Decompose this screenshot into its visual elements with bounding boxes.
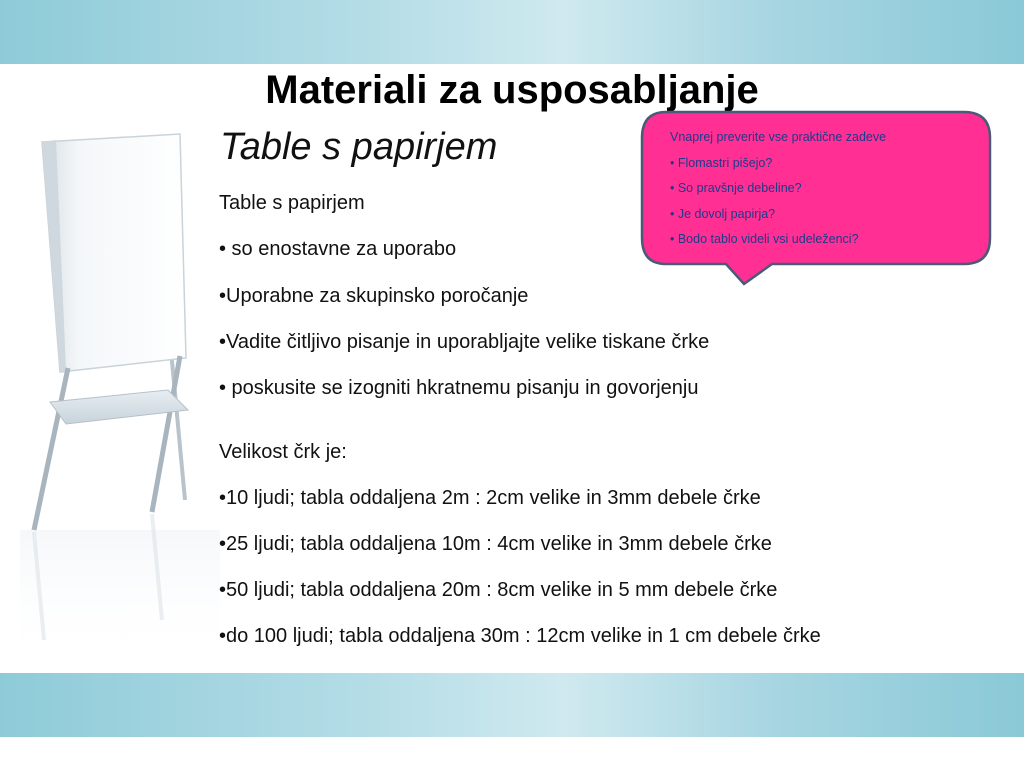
callout-item: • Bodo tablo videli vsi udeleženci? [670, 232, 859, 246]
slide-title: Materiali za usposabljanje [265, 68, 759, 112]
body-line-bullet: • poskusite se izogniti hkratnemu pisanju in govorjenju [219, 377, 699, 399]
bottom-decorative-band [0, 673, 1024, 737]
body-line-bullet: • so enostavne za uporabo [219, 238, 457, 260]
bottom-white-strip [0, 737, 1024, 768]
callout-item: • So pravšnje debeline? [670, 181, 802, 195]
slide-subtitle: Table s papirjem [220, 126, 498, 168]
callout-item: • Flomastri pišejo? [670, 155, 773, 170]
letter-size-line: •do 100 ljudi; tabla oddaljena 30m : 12cm velike in 1 cm debele črke [219, 625, 821, 647]
letter-size-line: •10 ljudi; tabla oddaljena 2m : 2cm velike in 3mm debele črke [219, 487, 761, 509]
easel-floor-reflection [20, 530, 220, 670]
top-decorative-band [0, 0, 1024, 64]
letter-size-line: •25 ljudi; tabla oddaljena 10m : 4cm velike in 3mm debele črke [219, 533, 772, 555]
easel-right-leg [152, 356, 180, 512]
easel-left-leg [34, 368, 68, 530]
letter-size-heading: Velikost črk je: [219, 441, 347, 463]
body-line-bullet: •Uporabne za skupinsko poročanje [219, 285, 529, 307]
callout-item: • Je dovolj papirja? [670, 206, 776, 221]
letter-size-line: •50 ljudi; tabla oddaljena 20m : 8cm velike in 5 mm debele črke [219, 579, 778, 601]
callout-heading: Vnaprej preverite vse praktične zadeve [670, 130, 887, 144]
body-line-intro: Table s papirjem [219, 192, 365, 214]
body-line-bullet: •Vadite čitljivo pisanje in uporabljajte velike tiskane črke [219, 331, 710, 353]
callout-text-block [670, 128, 980, 256]
flipchart-easel-illustration [20, 120, 220, 680]
